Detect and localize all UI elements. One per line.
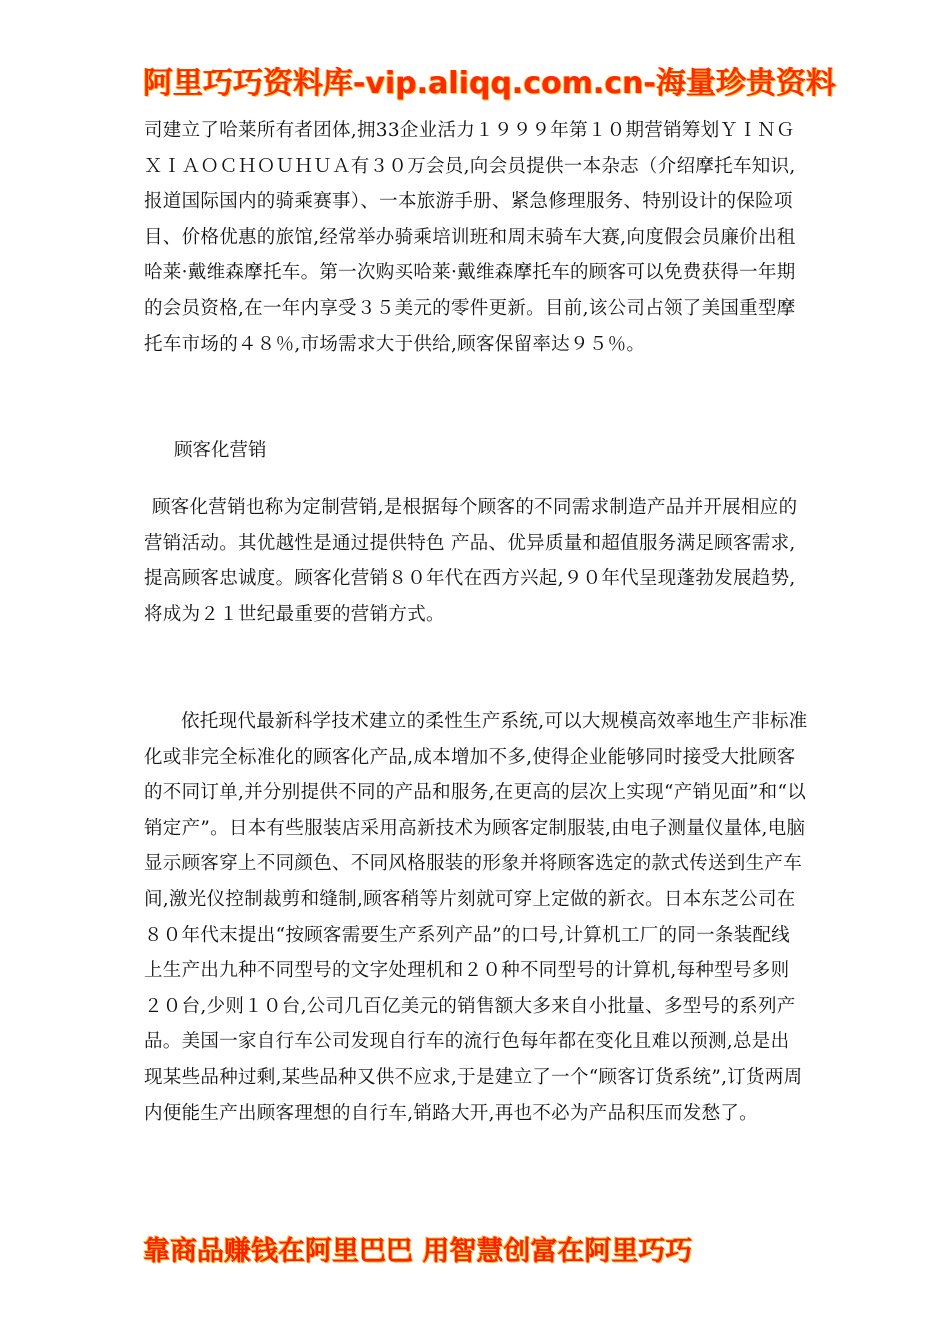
header-banner: 阿里巧巧资料库-vip.aliqq.com.cn-海量珍贵资料 — [143, 66, 836, 101]
section-heading: 顾客化营销 — [174, 440, 267, 461]
body-paragraph-3: 依托现代最新科学技术建立的柔性生产系统,可以大规模高效率地生产非标准化或非完全标准化的顾客化产品,成本增加不多,使得企业能够同时接受大批顾客的不同订单,并分别提供不同的产品和服务,在更高的层次上实现“产销见面”和“以销定产”。日本有些服装店采用高新技术为顾客定制服装,由电子测量仪量体,电脑显示顾客穿上不同颜色、不同风格服装的形象并将顾客选定的款式传送到生产车间,激光仪控制裁剪和缝制,顾客稍等片刻就可穿上定做的新衣。日本东芝公司在８０年代末提出“按顾客需要生产系列产品”的口号,计算机工厂的同一条装配线上生产出九种不同型号的文字处理机和２０种不同型号的计算机,每种型号多则２０台,少则１０台,公司几百亿美元的销售额大多来自小批量、多型号的系列产品。美国一家自行车公司发现自行车的流行色每年都在变化且难以预测,总是出现某些品种过剩,某些品种又供不应求,于是建立了一个“顾客订货系统”,订货两周内便能生产出顾客理想的自行车,销路大开,再也不必为产品积压而发愁了。 — [144, 711, 808, 1124]
body-paragraph-1: 司建立了哈莱所有者团体,拥33企业活力１９９９年第１０期营销筹划ＹＩＮＧＸＩＡＯＣＨＯＵＨＵＡ有３０万会员,向会员提供一本杂志（介绍摩托车知识,报道国际国内的骑乘赛事）、一本旅游手册、紧急修理服务、特别设计的保险项目、价格优惠的旅馆,经常举办骑乘培训班和周末骑车大赛,向度假会员廉价出租哈莱·戴维森摩托车。第一次购买哈莱·戴维森摩托车的顾客可以免费获得一年期的会员资格,在一年内享受３５美元的零件更新。目前,该公司占领了美国重型摩托车市场的４８％,市场需求大于供给,顾客保留率达９５％。 — [144, 120, 796, 355]
body-paragraph-2: 顾客化营销也称为定制营销,是根据每个顾客的不同需求制造产品并开展相应的营销活动。其优越性是通过提供特色 产品、优异质量和超值服务满足顾客需求,提高顾客忠诚度。顾客化营销８０年代在西方兴起,９０年代呈现蓬勃发展趋势,将成为２１世纪最重要的营销方式。 — [144, 497, 798, 625]
footer-banner: 靠商品赚钱在阿里巴巴 用智慧创富在阿里巧巧 — [143, 1236, 693, 1267]
